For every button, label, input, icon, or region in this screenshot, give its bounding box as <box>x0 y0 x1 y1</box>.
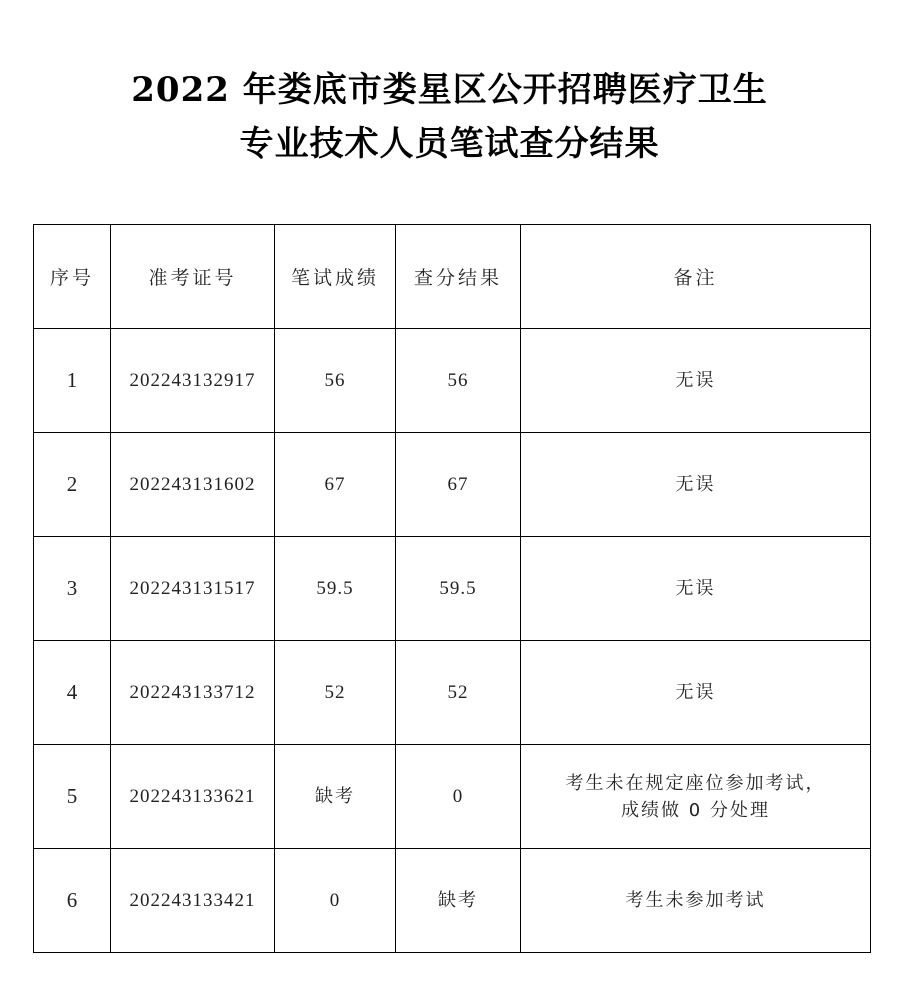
cell-serial: 3 <box>34 537 111 641</box>
table-row <box>34 745 871 849</box>
header-serial: 序号 <box>34 225 111 329</box>
cell-written-score: 0 <box>275 849 396 953</box>
page-title-line-2: 专业技术人员笔试查分结果 <box>239 124 660 164</box>
cell-recheck-result: 0 <box>396 745 521 849</box>
cell-serial: 1 <box>34 329 111 433</box>
table-row <box>34 537 871 641</box>
cell-remarks: 无误 <box>521 329 871 433</box>
results-table <box>33 224 871 953</box>
cell-serial: 6 <box>34 849 111 953</box>
cell-serial: 2 <box>34 433 111 537</box>
cell-recheck-result: 67 <box>396 433 521 537</box>
cell-ticket-number: 202243133712 <box>111 641 275 745</box>
cell-ticket-number: 202243131517 <box>111 537 275 641</box>
cell-recheck-result: 56 <box>396 329 521 433</box>
table-row <box>34 641 871 745</box>
page-title-line-1: 2022 年娄底市娄星区公开招聘医疗卫生 <box>131 70 768 110</box>
cell-ticket-number: 202243132917 <box>111 329 275 433</box>
cell-ticket-number: 202243133621 <box>111 745 275 849</box>
header-remarks: 备注 <box>521 225 871 329</box>
cell-serial: 5 <box>34 745 111 849</box>
header-ticket-number: 准考证号 <box>111 225 275 329</box>
table-row <box>34 329 871 433</box>
remarks-line-2: 成绩做 0 分处理 <box>621 799 770 821</box>
table-row <box>34 849 871 953</box>
table-header-row <box>34 225 871 329</box>
cell-serial: 4 <box>34 641 111 745</box>
remarks-line-1: 考生未在规定座位参加考试， <box>565 772 826 794</box>
cell-written-score: 67 <box>275 433 396 537</box>
cell-written-score: 59.5 <box>275 537 396 641</box>
cell-remarks <box>521 745 871 849</box>
cell-ticket-number: 202243133421 <box>111 849 275 953</box>
cell-remarks: 无误 <box>521 641 871 745</box>
header-recheck-result: 查分结果 <box>396 225 521 329</box>
cell-written-score: 52 <box>275 641 396 745</box>
cell-written-score: 56 <box>275 329 396 433</box>
header-written-score: 笔试成绩 <box>275 225 396 329</box>
cell-written-score: 缺考 <box>275 745 396 849</box>
cell-remarks: 无误 <box>521 537 871 641</box>
cell-recheck-result: 52 <box>396 641 521 745</box>
cell-ticket-number: 202243131602 <box>111 433 275 537</box>
table-row <box>34 433 871 537</box>
cell-remarks: 无误 <box>521 433 871 537</box>
cell-remarks: 考生未参加考试 <box>521 849 871 953</box>
cell-recheck-result: 59.5 <box>396 537 521 641</box>
cell-recheck-result: 缺考 <box>396 849 521 953</box>
